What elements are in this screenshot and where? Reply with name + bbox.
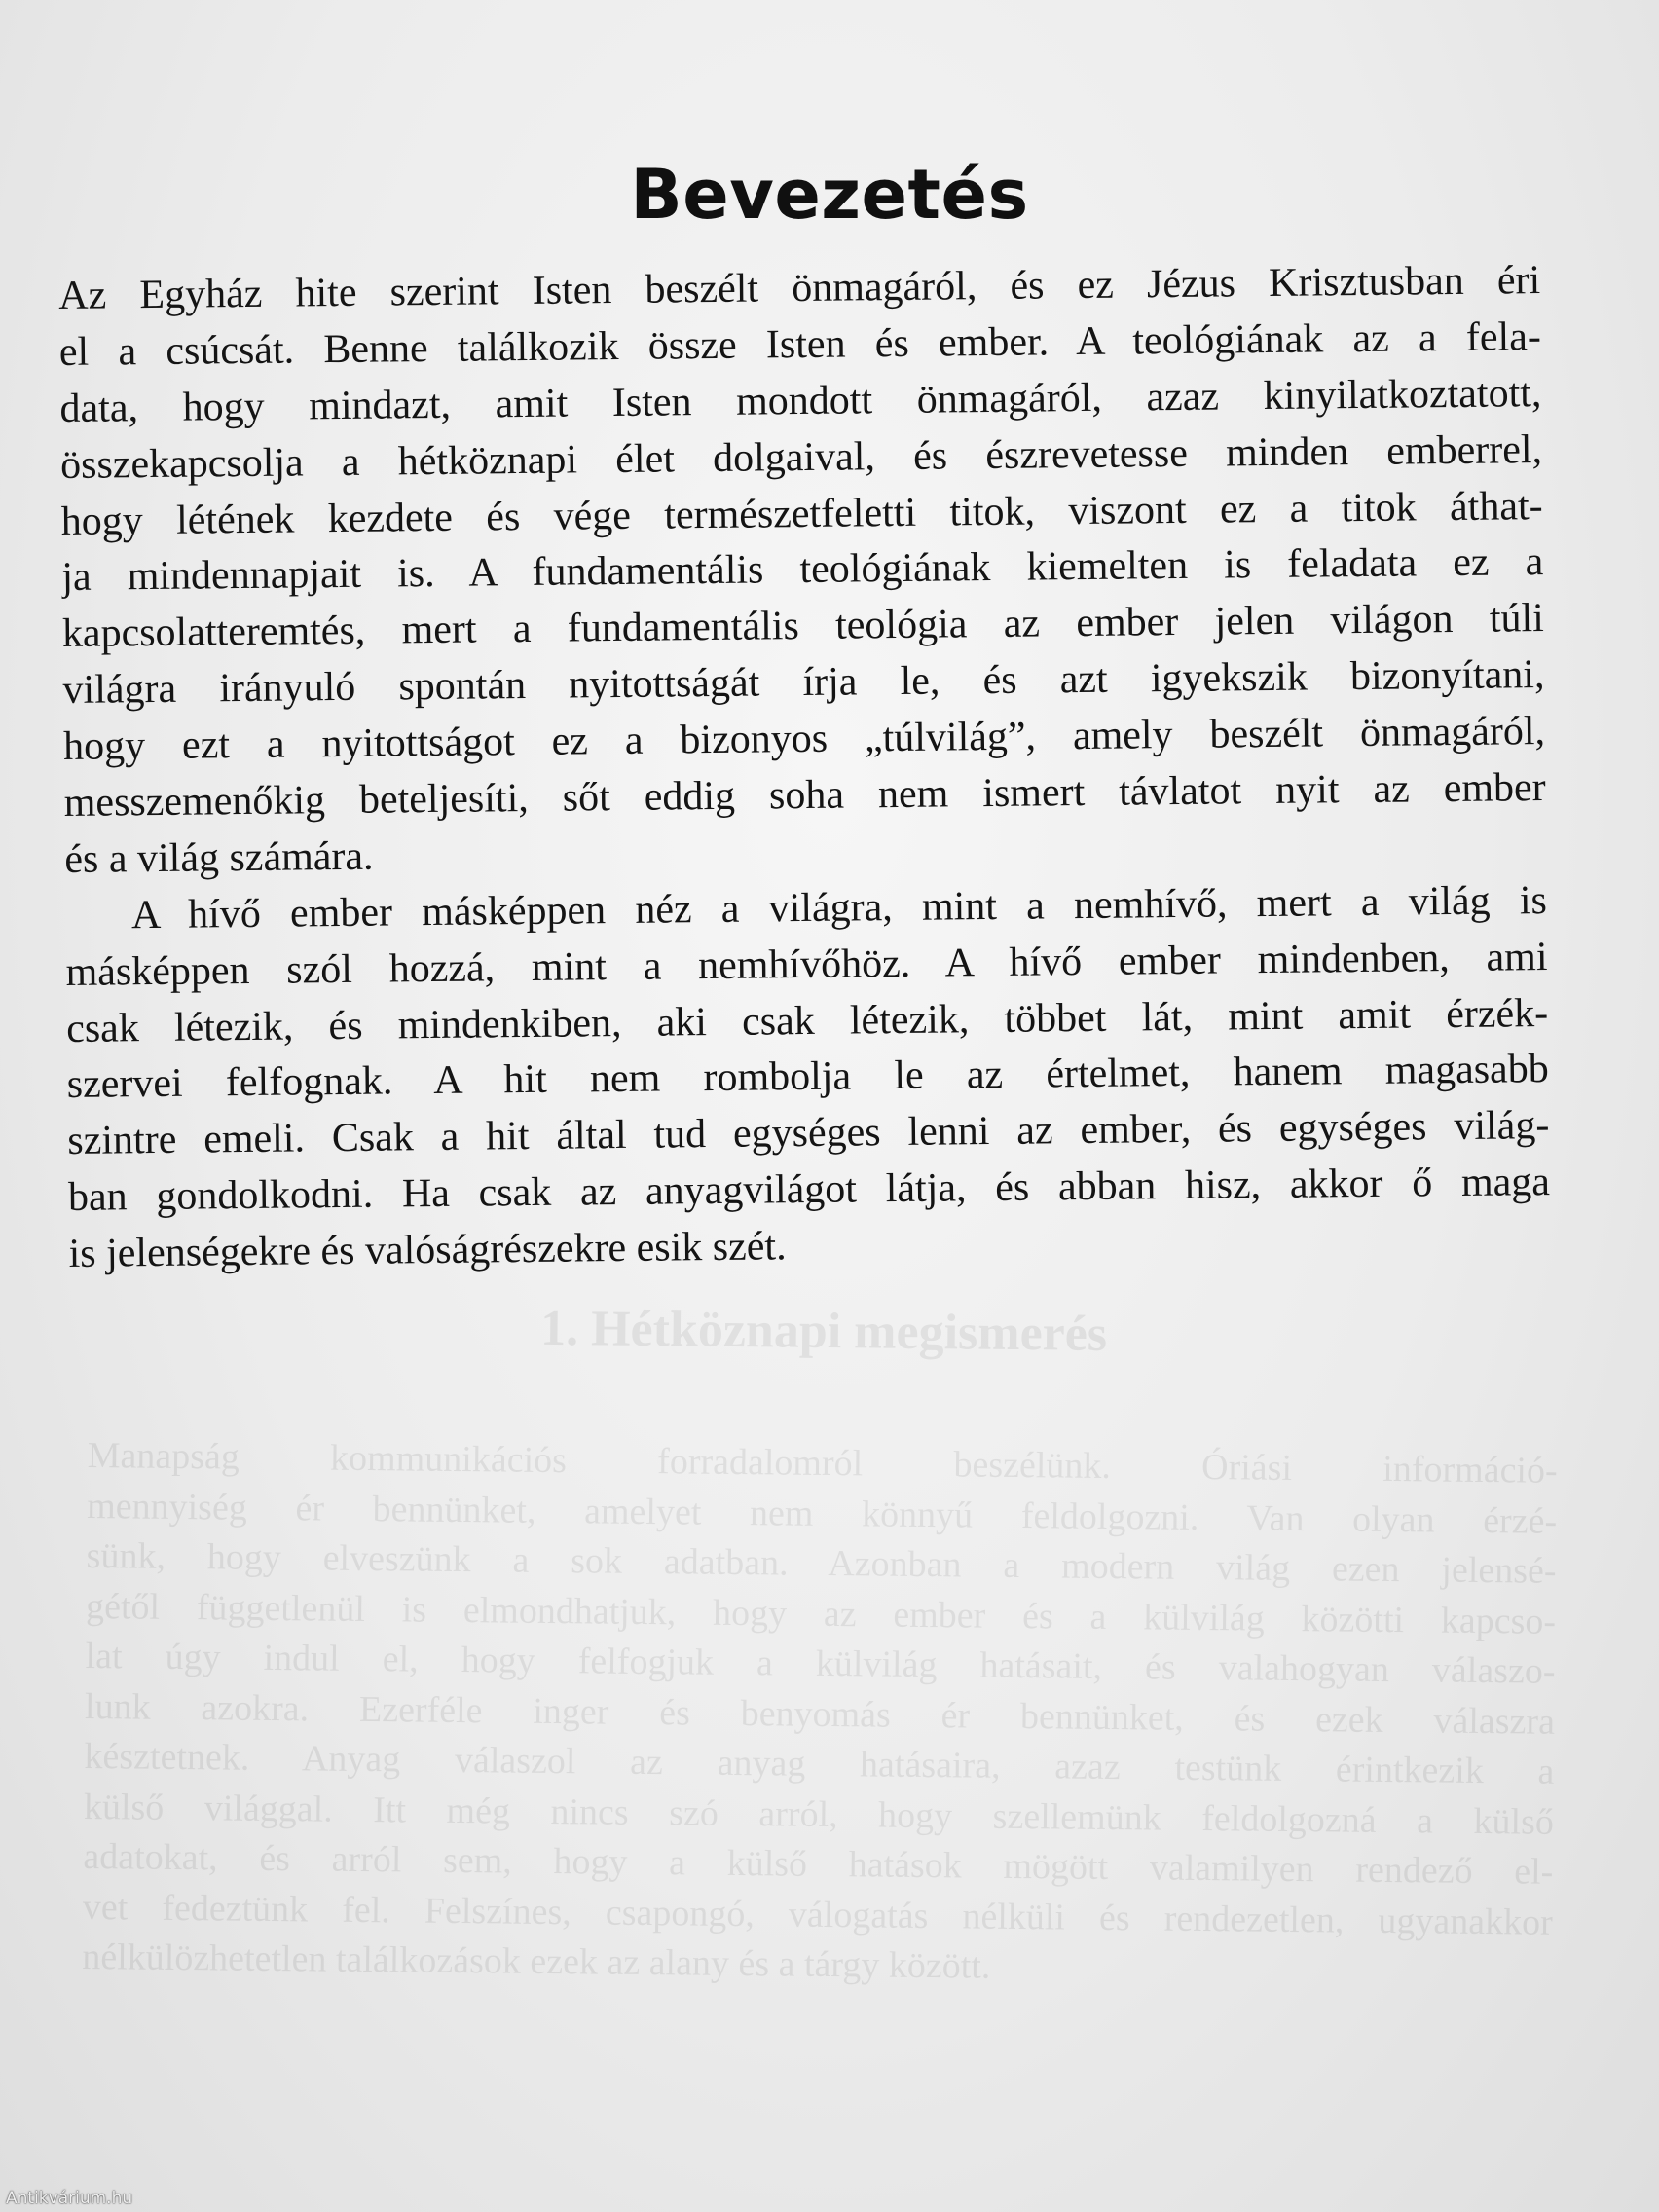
bleed-through-text <box>82 1300 1558 1998</box>
text-line: messzemenőkig beteljesíti, sőt eddig soha nem ismert távlatot nyit az ember <box>63 765 1546 826</box>
text-line: és a világ számára. <box>64 833 374 882</box>
text-line: csak létezik, és mindenkiben, aki csak létezik, többet lát, mint amit érzék- <box>65 990 1549 1051</box>
text-line: data, hogy mindazt, amit Isten mondott önmagáról, azaz kinyilatkoztatott, <box>59 370 1542 431</box>
bleed-through-heading: 1. Hétköznapi megismerés <box>539 1300 1108 1362</box>
text-line: másképpen szól hozzá, mint a nemhívőhöz. A hívő ember mindenben, ami <box>65 934 1548 995</box>
text-line: kapcsolatteremtés, mert a fundamentális teológia az ember jelen világon túli <box>61 596 1545 657</box>
bleed-through-line: adatokat, és arról sem, hogy a külső hatások mögött valamilyen rendező el- <box>83 1835 1554 1893</box>
text-line: összekapcsolja a hétköznapi élet dolgaival, és észrevetesse minden emberrel, <box>59 426 1543 488</box>
text-line: szervei felfognak. A hit nem rombolja le az értelmet, hanem magasabb <box>66 1047 1549 1108</box>
text-line: hogy ezt a nyitottságot ez a bizonyos „túlvilág”, amely beszélt önmagáról, <box>62 709 1546 770</box>
watermark-text: Antikvárium.hu <box>6 2189 133 2208</box>
bleed-through-line: Manapság kommunikációs forradalomról beszélünk. Óriási információ- <box>87 1434 1558 1492</box>
text-line: ja mindennapjait is. A fundamentális teológiának kiemelten is feladata ez a <box>61 539 1544 601</box>
bleed-through-line: mennyiség ér bennünket, amelyet nem könnyű feldolgozni. Van olyan érzé- <box>86 1485 1558 1542</box>
bleed-through-line: késztetnek. Anyag válaszol az anyag hatásaira, azaz testünk érintkezik a <box>84 1735 1555 1792</box>
bleed-through-line: gétől függetlenül is elmondhatjuk, hogy az ember és a külvilág közötti kapcso- <box>85 1585 1557 1642</box>
text-line: is jelenségekre és valóságrészekre esik szét. <box>68 1224 787 1277</box>
text-line: világra irányuló spontán nyitottságát írja le, és azt igyekszik bizonyítani, <box>62 652 1545 714</box>
paragraph-2 <box>65 873 1551 1283</box>
text-line: szintre emeli. Csak a hit által tud egységes lenni az ember, és egységes világ- <box>67 1103 1550 1164</box>
bleed-through-line: külső világgal. Itt még nincs szó arról, hogy szellemünk feldolgozná a külső <box>83 1786 1555 1843</box>
text-line: A hívő ember másképpen néz a világra, mint a nemhívő, mert a világ is <box>130 877 1548 939</box>
text-line: el a csúcsát. Benne találkozik össze Isten és ember. A teológiának az a fela- <box>58 313 1542 375</box>
text-line: Az Egyház hite szerint Isten beszélt önmagáról, és ez Jézus Krisztusban éri <box>58 258 1541 318</box>
page-title: Bevezetés <box>630 154 1029 235</box>
text-line: hogy létének kezdete és vége természetfeletti titok, viszont ez a titok áthat- <box>60 483 1543 544</box>
bleed-through-line: lat úgy indul el, hogy felfogjuk a külvilág hatásait, és valahogyan válaszo- <box>85 1635 1556 1692</box>
bleed-through-line: vet fedeztünk fel. Felszínes, csapongó, válogatás nélküli és rendezetlen, ugyanakkor <box>82 1886 1554 1943</box>
text-line: ban gondolkodni. Ha csak az anyagvilágot látja, és abban hisz, akkor ő maga <box>67 1160 1551 1221</box>
bleed-through-line: lunk azokra. Ezerféle inger és benyomás ér bennünket, és ezek válaszra <box>84 1685 1556 1743</box>
bleed-through-lines <box>82 1431 1558 1998</box>
bleed-through-line: nélkülözhetetlen találkozások ezek az alany és a tárgy között. <box>82 1936 991 1987</box>
paragraph-1 <box>58 253 1547 889</box>
bleed-through-line: sünk, hogy elveszünk a sok adatban. Azonban a modern világ ezen jelensé- <box>86 1534 1557 1592</box>
body-text <box>58 253 1551 1283</box>
